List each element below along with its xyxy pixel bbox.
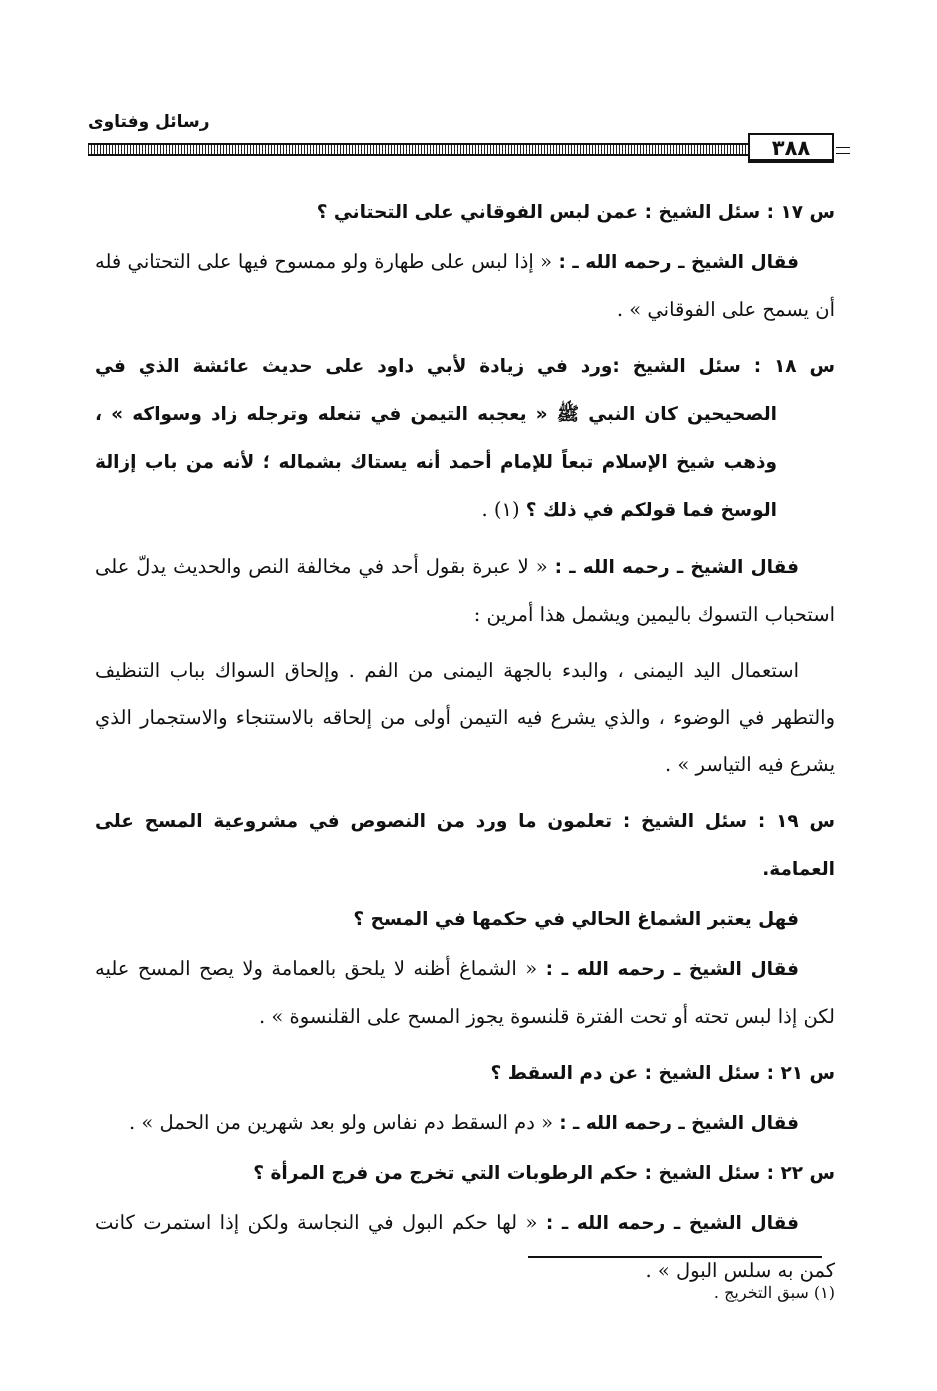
answer-lead: فقال الشيخ ـ رحمه الله ـ : [554,557,800,578]
answer-lead: فقال الشيخ ـ رحمه الله ـ : [545,1213,799,1234]
question-text: س ١٧ : سئل الشيخ : عمن لبس الفوقاني على التحتاني ؟ [316,202,835,223]
footnote-reference: (١) . [481,498,526,521]
answer-18-continued [95,647,835,788]
question-text: فهل يعتبر الشماغ الحالي في حكمها في المسح ؟ [353,909,799,930]
answer-lead: فقال الشيخ ـ رحمه الله ـ : [545,959,799,980]
answer-text: « لها حكم البول في النجاسة ولكن إذا استمرت كانت كمن به سلس البول » . [95,1211,835,1282]
question-text: س ٢٢ : سئل الشيخ : حكم الرطوبات التي تخرج من فرج المرأة ؟ [253,1163,835,1184]
answer-text: « دم السقط دم نفاس ولو بعد شهرين من الحمل » . [128,1111,560,1134]
footnote: (١) سبق التخريج . [713,1283,835,1302]
question-17 [95,188,835,236]
answer-lead: فقال الشيخ ـ رحمه الله ـ : [559,1113,799,1134]
question-text: س ١٩ : سئل الشيخ : تعلمون ما ورد من النصوص في مشروعية المسح على العمامة. [95,811,835,880]
question-21 [95,1049,835,1097]
answer-text: « لا عبرة بقول أحد في مخالفة النص والحديث يدلّ على استحباب التسوك باليمين ويشمل هذا أمرين : [95,555,835,626]
page-number: ٣٨٨ [748,133,834,163]
question-text: س ٢١ : سئل الشيخ : عن دم السقط ؟ [490,1063,835,1084]
question-19-continued [95,895,835,943]
header-rule [88,143,748,156]
page-body [95,188,835,1303]
question-text: س ١٨ : سئل الشيخ :ورد في زيادة لأبي داود على حديث عائشة الذي في الصحيحين كان النبي ﷺ « يعجبه التيمن في تنعله وترجله زاد وسواكه » ، وذهب شيخ الإسلام تبعاً للإمام أحمد أنه يستاك بشماله ؛ لأنه من باب إزالة الوسخ فما قولكم في ذلك ؟ [95,356,836,521]
answer-lead: فقال الشيخ ـ رحمه الله ـ : [558,252,799,273]
answer-text: « إذا لبس على طهارة ولو ممسوح فيها على التحتاني فله أن يسمح على الفوقاني » . [95,250,835,321]
answer-text: استعمال اليد اليمنى ، والبدء بالجهة اليمنى من الفم . وإلحاق السواك بباب التنظيف والتطهر في الوضوء ، والذي يشرع فيه التيمن أولى من إلحاقه بالاستنجاء والاستجمار الذي يشرع فيه التياسر » . [95,659,835,776]
answer-17 [95,238,835,333]
question-19 [95,797,835,893]
footnote-rule [528,1256,822,1258]
header-rule-tail [836,147,850,154]
running-header-title: رسائل وفتاوى [88,112,210,132]
question-22 [95,1149,835,1197]
answer-19 [95,945,835,1040]
answer-text: « الشماغ أظنه لا يلحق بالعمامة ولا يصح المسح عليه لكن إذا لبس تحته أو تحت الفترة قلنسوة يجوز المسح على القلنسوة » . [95,957,835,1028]
question-18 [95,342,835,534]
answer-18 [95,543,835,638]
answer-21 [95,1099,835,1147]
